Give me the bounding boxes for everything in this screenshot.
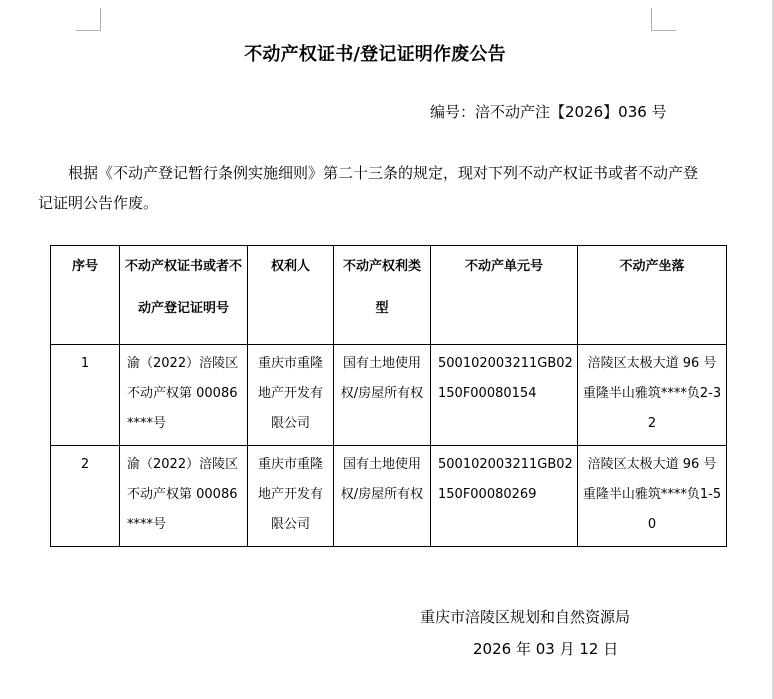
table-header-row xyxy=(51,246,727,345)
table-row xyxy=(51,446,727,547)
cell-location: 涪陵区太极大道 96 号重隆半山雅筑****负1-50 xyxy=(578,446,727,547)
cell-holder: 重庆市重隆地产开发有限公司 xyxy=(248,345,334,446)
header-holder: 权利人 xyxy=(248,246,334,345)
cell-unit-no: 500102003211GB02150F00080154 xyxy=(431,345,578,446)
header-cert-no: 不动产权证书或者不动产登记证明号 xyxy=(120,246,248,345)
signing-organization: 重庆市涪陵区规划和自然资源局 xyxy=(420,608,631,626)
cell-right-type: 国有土地使用权/房屋所有权 xyxy=(334,345,431,446)
signing-date: 2026 年 03 月 12 日 xyxy=(473,640,619,658)
cell-unit-no: 500102003211GB02150F00080269 xyxy=(431,446,578,547)
cell-holder: 重庆市重隆地产开发有限公司 xyxy=(248,446,334,547)
margin-mark-top-right xyxy=(651,8,676,31)
body-paragraph: 根据《不动产登记暂行条例实施细则》第二十三条的规定，现对下列不动产权证书或者不动产登记证明公告作废。 xyxy=(38,164,699,212)
cell-cert-no: 渝（2022）涪陵区不动产权第 00086****号 xyxy=(120,446,248,547)
header-location: 不动产坐落 xyxy=(578,246,727,345)
document-number: 编号：涪不动产注【2026】036 号 xyxy=(430,103,667,121)
header-seq: 序号 xyxy=(51,246,120,345)
records-table xyxy=(50,245,727,547)
cell-seq: 2 xyxy=(51,446,120,547)
cell-location: 涪陵区太极大道 96 号重隆半山雅筑****负2-32 xyxy=(578,345,727,446)
margin-mark-top-left xyxy=(76,8,101,31)
cell-right-type: 国有土地使用权/房屋所有权 xyxy=(334,446,431,547)
document-title: 不动产权证书/登记证明作废公告 xyxy=(244,44,506,65)
cell-cert-no: 渝（2022）涪陵区不动产权第 00086****号 xyxy=(120,345,248,446)
header-right-type: 不动产权利类型 xyxy=(334,246,431,345)
table-row xyxy=(51,345,727,446)
header-unit-no: 不动产单元号 xyxy=(431,246,578,345)
cell-seq: 1 xyxy=(51,345,120,446)
